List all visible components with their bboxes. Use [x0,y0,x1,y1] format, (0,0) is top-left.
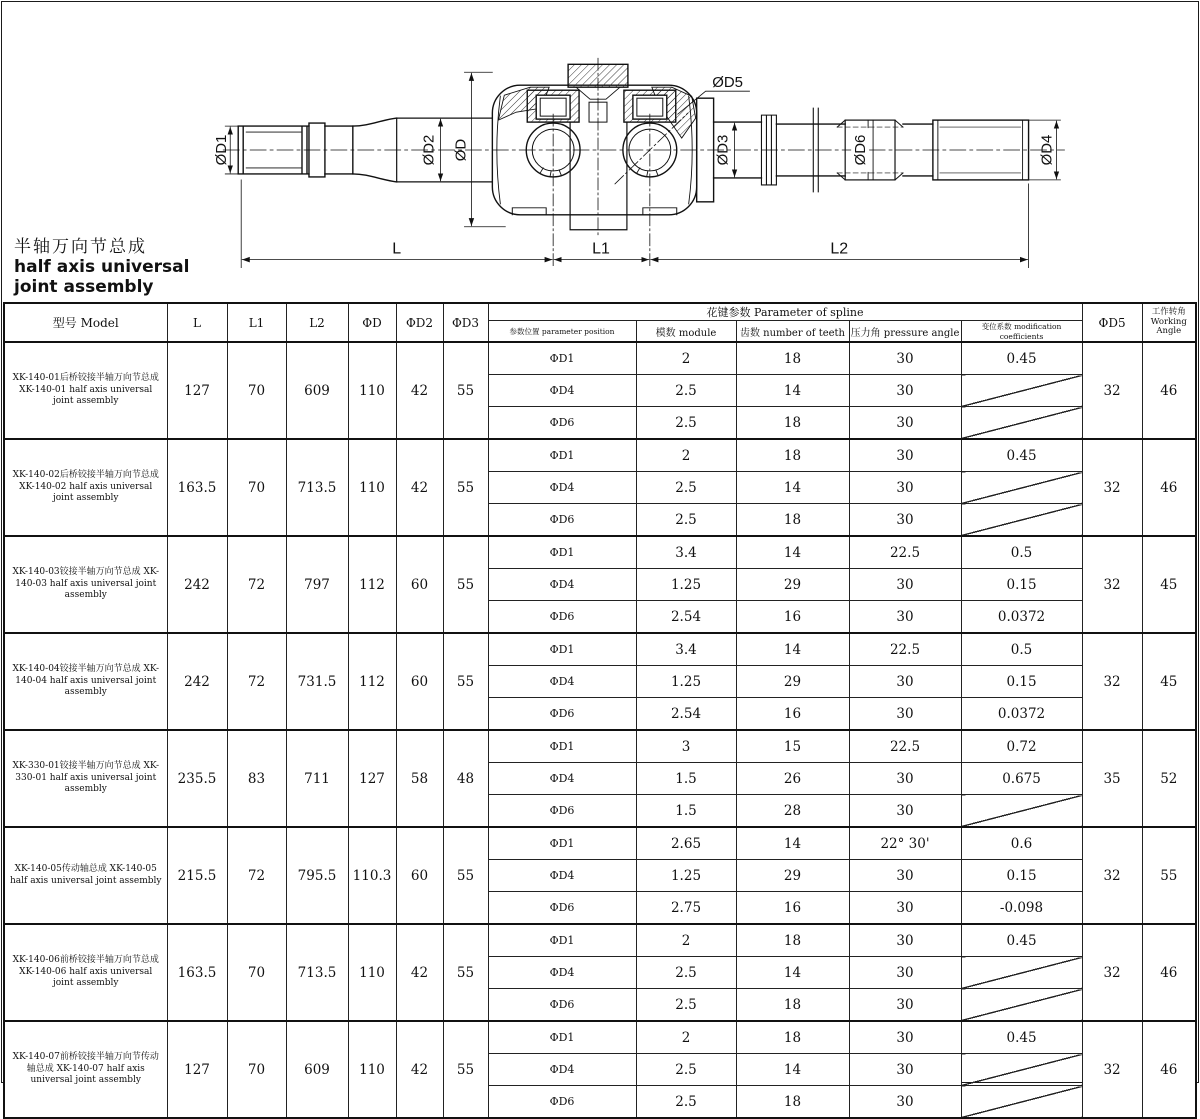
working-angle-cell: 55 [1142,827,1196,924]
d-cell: 110 [348,1021,396,1118]
d2-cell: 42 [396,342,443,439]
d3-cell: 55 [443,827,488,924]
pressure-angle-cell: 30 [849,601,961,634]
spline-position-cell: ΦD4 [488,375,636,407]
modification-cell [961,989,1082,1022]
teeth-cell: 18 [736,989,849,1022]
teeth-cell: 18 [736,407,849,440]
l1-cell: 70 [227,924,286,1021]
l1-cell: 72 [227,827,286,924]
spline-position-cell: ΦD6 [488,1086,636,1119]
spec-table [3,302,1197,1119]
teeth-cell: 18 [736,439,849,472]
spline-position-cell: ΦD4 [488,957,636,989]
module-cell: 2.5 [636,1086,736,1119]
spline-position-cell: ΦD1 [488,827,636,860]
pressure-angle-cell: 30 [849,763,961,795]
module-cell: 1.25 [636,666,736,698]
d5-cell: 32 [1082,827,1142,924]
pressure-angle-cell: 30 [849,892,961,925]
modification-cell: 0.45 [961,439,1082,472]
d5-cell: 32 [1082,342,1142,439]
spline-position-cell: ΦD6 [488,989,636,1022]
modification-cell [961,407,1082,440]
modification-cell [961,957,1082,989]
module-cell: 2.5 [636,375,736,407]
modification-cell [961,472,1082,504]
module-cell: 2.75 [636,892,736,925]
module-cell: 2.65 [636,827,736,860]
working-angle-cell: 46 [1142,924,1196,1021]
header-module: 模数 module [636,321,736,343]
spline-position-cell: ΦD6 [488,892,636,925]
modification-cell: 0.45 [961,1021,1082,1054]
model-cell: XK-140-03铰接半轴万向节总成 XK-140-03 half axis universal joint assembly [4,536,167,633]
l-cell: 163.5 [167,924,227,1021]
teeth-cell: 28 [736,795,849,828]
label-l2: L2 [830,240,849,258]
teeth-cell: 29 [736,569,849,601]
d3-cell: 55 [443,536,488,633]
teeth-cell: 26 [736,763,849,795]
spec-row [4,342,1196,375]
teeth-cell: 14 [736,633,849,666]
teeth-cell: 18 [736,342,849,375]
l-cell: 163.5 [167,439,227,536]
modification-cell [961,795,1082,828]
model-cell: XK-140-07前桥铰接半轴万向节传动轴总成 XK-140-07 half axis universal joint assembly [4,1021,167,1118]
pressure-angle-cell: 30 [849,472,961,504]
model-cell: XK-330-01铰接半轴万向节总成 XK-330-01 half axis universal joint assembly [4,730,167,827]
module-cell: 2.54 [636,698,736,731]
d-cell: 127 [348,730,396,827]
module-cell: 1.25 [636,569,736,601]
module-cell: 2 [636,342,736,375]
spline-position-cell: ΦD4 [488,472,636,504]
working-angle-cell: 45 [1142,536,1196,633]
teeth-cell: 14 [736,957,849,989]
d5-cell: 32 [1082,439,1142,536]
l2-cell: 609 [286,1021,348,1118]
modification-cell: 0.15 [961,569,1082,601]
label-l: L [392,240,402,258]
teeth-cell: 29 [736,666,849,698]
header-parameter-position: 参数位置 parameter position [488,321,636,343]
drawing-title [14,232,189,297]
module-cell: 3 [636,730,736,763]
teeth-cell: 14 [736,375,849,407]
spline-position-cell: ΦD4 [488,666,636,698]
modification-cell: 0.45 [961,924,1082,957]
d2-cell: 42 [396,439,443,536]
spline-position-cell: ΦD1 [488,924,636,957]
module-cell: 3.4 [636,536,736,569]
spec-table-body [4,342,1196,1118]
spec-row [4,827,1196,860]
teeth-cell: 18 [736,504,849,537]
label-d4: ØD4 [1038,134,1056,166]
pressure-angle-cell: 22.5 [849,633,961,666]
l-cell: 235.5 [167,730,227,827]
modification-cell: 0.5 [961,536,1082,569]
header-d2: ΦD2 [396,303,443,342]
modification-cell [961,1054,1082,1086]
pressure-angle-cell: 30 [849,407,961,440]
drawing-title-cn: 半轴万向节总成 [14,237,147,257]
d-cell: 110 [348,439,396,536]
d3-cell: 55 [443,439,488,536]
spec-row [4,536,1196,569]
module-cell: 2 [636,924,736,957]
spec-table-head [4,303,1196,342]
header-d: ΦD [348,303,396,342]
l2-cell: 731.5 [286,633,348,730]
l2-cell: 711 [286,730,348,827]
pressure-angle-cell: 30 [849,1086,961,1119]
modification-cell: 0.15 [961,666,1082,698]
modification-cell: 0.6 [961,827,1082,860]
modification-cell: 0.72 [961,730,1082,763]
d-cell: 110 [348,342,396,439]
l-cell: 242 [167,536,227,633]
l-cell: 127 [167,342,227,439]
d3-cell: 55 [443,1021,488,1118]
spline-position-cell: ΦD4 [488,1054,636,1086]
d5-cell: 35 [1082,730,1142,827]
model-cell: XK-140-04铰接半轴万向节总成 XK-140-04 half axis universal joint assembly [4,633,167,730]
teeth-cell: 29 [736,860,849,892]
module-cell: 2.5 [636,504,736,537]
modification-cell [961,375,1082,407]
module-cell: 2.54 [636,601,736,634]
pressure-angle-cell: 30 [849,924,961,957]
header-model: 型号 Model [4,303,167,342]
module-cell: 2.5 [636,989,736,1022]
module-cell: 2.5 [636,957,736,989]
modification-cell: -0.098 [961,892,1082,925]
d5-cell: 32 [1082,924,1142,1021]
spec-row [4,730,1196,763]
pressure-angle-cell: 30 [849,439,961,472]
l1-cell: 72 [227,536,286,633]
module-cell: 1.5 [636,763,736,795]
spec-row [4,633,1196,666]
l1-cell: 70 [227,439,286,536]
d2-cell: 60 [396,536,443,633]
modification-cell: 0.675 [961,763,1082,795]
header-pressure-angle: 压力角 pressure angle [849,321,961,343]
spline-position-cell: ΦD1 [488,536,636,569]
label-l1: L1 [592,240,610,258]
teeth-cell: 14 [736,1054,849,1086]
working-angle-cell: 52 [1142,730,1196,827]
spec-row [4,439,1196,472]
pressure-angle-cell: 30 [849,666,961,698]
l2-cell: 797 [286,536,348,633]
d-cell: 110.3 [348,827,396,924]
spline-position-cell: ΦD1 [488,342,636,375]
modification-cell [961,504,1082,537]
teeth-cell: 14 [736,827,849,860]
pressure-angle-cell: 30 [849,860,961,892]
working-angle-cell: 46 [1142,439,1196,536]
modification-cell: 0.5 [961,633,1082,666]
d2-cell: 58 [396,730,443,827]
teeth-cell: 18 [736,924,849,957]
l2-cell: 609 [286,342,348,439]
header-modification: 变位系数 modification coefficients [961,321,1082,343]
d2-cell: 60 [396,827,443,924]
teeth-cell: 14 [736,472,849,504]
module-cell: 2 [636,439,736,472]
module-cell: 2 [636,1021,736,1054]
modification-cell: 0.45 [961,342,1082,375]
header-d5: ΦD5 [1082,303,1142,342]
header-working-angle-en: Working Angle [1150,316,1187,337]
d-cell: 112 [348,633,396,730]
l-cell: 215.5 [167,827,227,924]
joint-housing [492,58,696,266]
pressure-angle-cell: 30 [849,989,961,1022]
engineering-drawing-sheet [1,1,1199,1110]
pressure-angle-cell: 22° 30' [849,827,961,860]
module-cell: 2.5 [636,1054,736,1086]
spline-position-cell: ΦD4 [488,860,636,892]
teeth-cell: 16 [736,601,849,634]
working-angle-cell: 45 [1142,633,1196,730]
header-spline-group: 花键参数 Parameter of spline [488,303,1082,321]
spline-position-cell: ΦD1 [488,730,636,763]
working-angle-cell: 46 [1142,342,1196,439]
header-teeth: 齿数 number of teeth [736,321,849,343]
d3-cell: 55 [443,924,488,1021]
label-d1: ØD1 [213,134,231,166]
teeth-cell: 18 [736,1086,849,1119]
l2-cell: 713.5 [286,924,348,1021]
d3-cell: 55 [443,342,488,439]
pressure-angle-cell: 30 [849,795,961,828]
spline-position-cell: ΦD6 [488,601,636,634]
d5-cell: 32 [1082,633,1142,730]
label-d6: ØD6 [852,134,870,166]
modification-cell [961,1086,1082,1119]
header-d3: ΦD3 [443,303,488,342]
drawing-title-en-1: half axis universal [14,257,190,277]
spline-position-cell: ΦD1 [488,439,636,472]
spline-position-cell: ΦD4 [488,569,636,601]
pressure-angle-cell: 22.5 [849,536,961,569]
modification-cell: 0.15 [961,860,1082,892]
teeth-cell: 14 [736,536,849,569]
pressure-angle-cell: 30 [849,957,961,989]
header-l2: L2 [286,303,348,342]
pressure-angle-cell: 30 [849,1054,961,1086]
module-cell: 3.4 [636,633,736,666]
l1-cell: 83 [227,730,286,827]
label-d2: ØD2 [420,134,438,166]
model-cell: XK-140-06前桥铰接半轴万向节总成 XK-140-06 half axis universal joint assembly [4,924,167,1021]
spline-position-cell: ΦD1 [488,633,636,666]
l-cell: 127 [167,1021,227,1118]
header-working-angle [1142,303,1196,342]
working-angle-cell: 46 [1142,1021,1196,1118]
l2-cell: 713.5 [286,439,348,536]
d-cell: 112 [348,536,396,633]
model-cell: XK-140-05传动轴总成 XK-140-05 half axis universal joint assembly [4,827,167,924]
spline-position-cell: ΦD6 [488,504,636,537]
l1-cell: 72 [227,633,286,730]
d3-cell: 55 [443,633,488,730]
module-cell: 2.5 [636,407,736,440]
spline-position-cell: ΦD4 [488,763,636,795]
pressure-angle-cell: 30 [849,342,961,375]
d3-cell: 48 [443,730,488,827]
spline-position-cell: ΦD6 [488,407,636,440]
teeth-cell: 15 [736,730,849,763]
d2-cell: 42 [396,924,443,1021]
d5-cell: 32 [1082,536,1142,633]
spline-position-cell: ΦD6 [488,698,636,731]
module-cell: 2.5 [636,472,736,504]
l1-cell: 70 [227,342,286,439]
pressure-angle-cell: 30 [849,698,961,731]
header-l1: L1 [227,303,286,342]
teeth-cell: 16 [736,892,849,925]
spec-row [4,1021,1196,1054]
l1-cell: 70 [227,1021,286,1118]
header-working-angle-cn: 工作转角 [1151,306,1186,317]
pressure-angle-cell: 30 [849,1021,961,1054]
drawing-title-en-2: joint assembly [14,277,154,298]
label-d: ØD [452,138,470,162]
pressure-angle-cell: 30 [849,504,961,537]
d2-cell: 42 [396,1021,443,1118]
l2-cell: 795.5 [286,827,348,924]
d2-cell: 60 [396,633,443,730]
modification-cell: 0.0372 [961,698,1082,731]
d-cell: 110 [348,924,396,1021]
spline-position-cell: ΦD6 [488,795,636,828]
model-cell: XK-140-02后桥铰接半轴万向节总成 XK-140-02 half axis universal joint assembly [4,439,167,536]
pressure-angle-cell: 30 [849,375,961,407]
module-cell: 1.5 [636,795,736,828]
pressure-angle-cell: 22.5 [849,730,961,763]
d5-cell: 32 [1082,1021,1142,1118]
label-d5: ØD5 [712,74,743,92]
modification-cell: 0.0372 [961,601,1082,634]
teeth-cell: 18 [736,1021,849,1054]
teeth-cell: 16 [736,698,849,731]
spec-row [4,924,1196,957]
pressure-angle-cell: 30 [849,569,961,601]
model-cell: XK-140-01后桥铰接半轴万向节总成 XK-140-01 half axis universal joint assembly [4,342,167,439]
label-d3: ØD3 [714,134,732,166]
spline-position-cell: ΦD1 [488,1021,636,1054]
module-cell: 1.25 [636,860,736,892]
l-cell: 242 [167,633,227,730]
header-l: L [167,303,227,342]
